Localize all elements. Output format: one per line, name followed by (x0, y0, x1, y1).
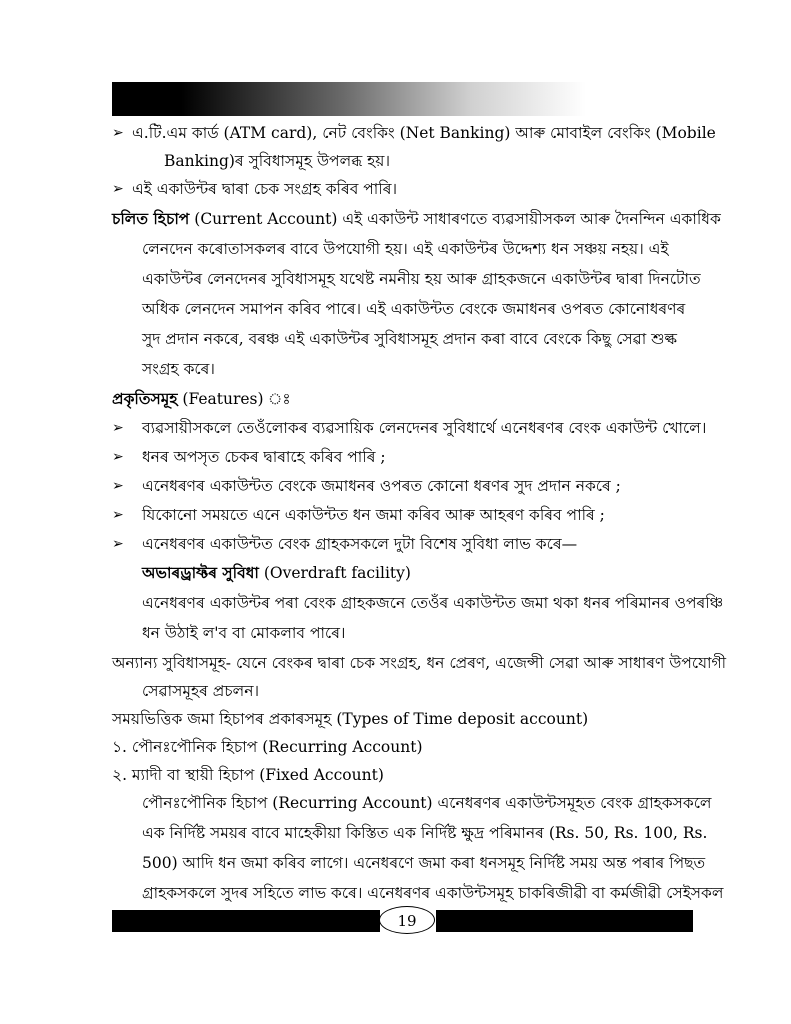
text-line: এনেধৰণৰ একাউন্টৰ পৰা বেংক গ্ৰাহকজনে তেওঁৰ একাউন্টত জমা থকা ধনৰ পৰিমানৰ ওপৰঞ্চি (142, 594, 724, 612)
text-line: সেৱাসমূহৰ প্ৰচলন। (142, 682, 260, 700)
text-line: অন্যান্য সুবিধাসমূহ- যেনে বেংকৰ দ্বাৰা চেক সংগ্ৰহ, ধন প্ৰেৰণ, এজেন্সী সেৱা আৰু সাধাৰণ উপযোগী (112, 654, 727, 672)
subheading-line: অভাৰড্ৰাফ্টৰ সুবিধা (Overdraft facility) (142, 563, 411, 582)
text-line: পৌনঃপৌনিক হিচাপ (Recurring Account) এনেধৰণৰ একাউন্টসমূহত বেংক গ্ৰাহকসকলে (142, 794, 712, 812)
text-line: অধিক লেনদেন সমাপন কৰিব পাৰে। এই একাউন্টত বেংকে জমাধনৰ ওপৰত কোনোধৰণৰ (142, 300, 686, 318)
text-line: সুদ প্ৰদান নকৰে, বৰঞ্চ এই একাউন্টৰ সুবিধাসমূহ প্ৰদান কৰা বাবে বেংকে কিছু সেৱা শুল্ক (142, 330, 677, 348)
bullet-arrow-icon: ➢ (112, 420, 124, 436)
footer-bar-left (112, 910, 380, 932)
numbered-item: ২. ম্যাদী বা স্থায়ী হিচাপ (Fixed Account) (112, 766, 384, 784)
section-heading: প্ৰকৃতিসমূহ (112, 389, 178, 408)
page-number: 19 (379, 906, 435, 934)
text-line: সময়ভিত্তিক জমা হিচাপৰ প্ৰকাৰসমূহ (Types of Time deposit account) (112, 710, 589, 728)
header-gradient-bar (112, 82, 690, 116)
text-line: সংগ্ৰহ কৰে। (142, 360, 215, 378)
text-line: গ্ৰাহকসকলে সুদৰ সহিতে লাভ কৰে। এনেধৰণৰ একাউন্টসমূহ চাকৰিজীৱী বা কৰ্মজীৱী সেইসকল (142, 884, 724, 902)
section-heading-line: চলিত হিচাপ (Current Account) এই একাউন্ট সাধাৰণতে ব্যৱসায়ীসকল আৰু দৈনন্দিন একাধিক (112, 209, 721, 228)
text-line: 500) আদি ধন জমা কৰিব লাগে। এনেধৰণে জমা কৰা ধনসমূহ নিৰ্দিষ্ট সময় অন্ত পৰাৰ পিছত (142, 854, 706, 872)
text-line: একাউন্টৰ লেনদেনৰ সুবিধাসমূহ যথেষ্ট নমনীয় হয় আৰু গ্ৰাহকজনে একাউন্টৰ দ্বাৰা দিনটোত (142, 270, 701, 288)
text-line: Banking)ৰ সুবিধাসমূহ উপলব্ধ হয়। (164, 152, 390, 170)
bullet-arrow-icon: ➢ (112, 181, 124, 197)
bullet-arrow-icon: ➢ (112, 125, 124, 141)
text-line: লেনদেন কৰোতাসকলৰ বাবে উপযোগী হয়। এই একাউন্টৰ উদ্দেশ্য ধন সঞ্চয় নহয়। এই (142, 240, 669, 258)
section-heading: চলিত হিচাপ (112, 209, 190, 228)
section-heading-line: প্ৰকৃতিসমূহ (Features) ঃ (112, 389, 291, 408)
bullet-arrow-icon: ➢ (112, 507, 124, 523)
bullet-arrow-icon: ➢ (112, 449, 124, 465)
subheading: অভাৰড্ৰাফ্টৰ সুবিধা (142, 563, 259, 582)
bullet-arrow-icon: ➢ (112, 478, 124, 494)
text-line: ধন উঠাই ল'ব বা মোকলাব পাৰে। (142, 624, 346, 642)
footer-bar-right (436, 910, 693, 932)
text-line: এক নিৰ্দিষ্ট সময়ৰ বাবে মাহেকীয়া কিস্তিত এক নিৰ্দিষ্ট ক্ষুদ্ৰ পৰিমানৰ (Rs. 50, Rs. 100, Rs. (142, 824, 708, 842)
numbered-item: ১. পৌনঃপৌনিক হিচাপ (Recurring Account) (112, 738, 423, 756)
bullet-arrow-icon: ➢ (112, 536, 124, 552)
